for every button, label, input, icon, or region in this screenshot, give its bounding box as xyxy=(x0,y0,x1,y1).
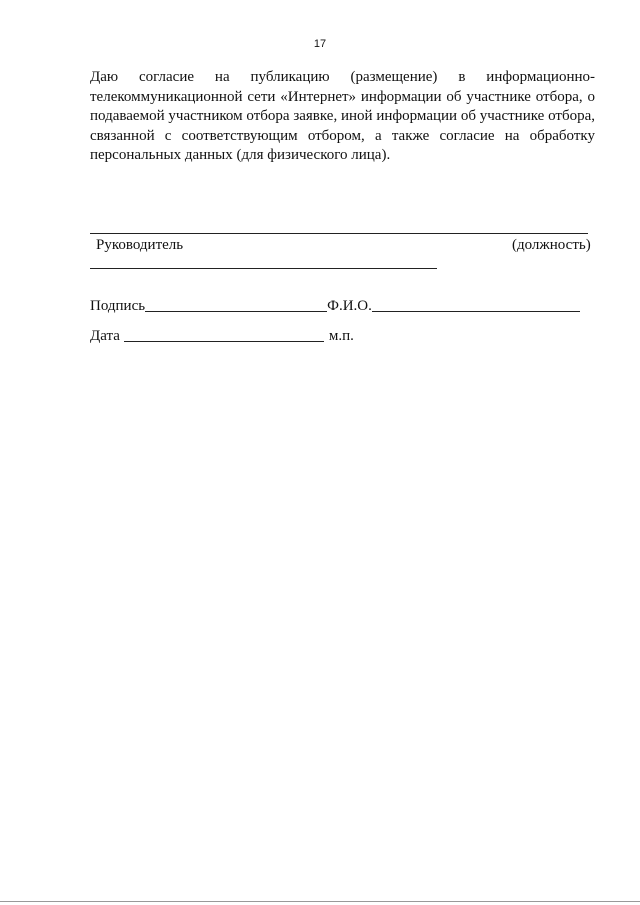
date-blank xyxy=(124,327,324,342)
fio-label: Ф.И.О. xyxy=(327,298,372,314)
page-bottom-edge xyxy=(0,901,640,902)
signature-row xyxy=(90,297,595,315)
organization-name-line xyxy=(90,233,588,234)
stamp-label: м.п. xyxy=(328,328,354,344)
date-row xyxy=(90,327,595,345)
head-label: Руководитель xyxy=(96,237,184,253)
signature-blank xyxy=(145,297,327,312)
fio-blank xyxy=(372,297,580,312)
position-label: (должность) xyxy=(512,237,591,253)
consent-paragraph: Даю согласие на публикацию (размещение) в информационно-телекоммуникационной сети «Интернет» информации об участнике отбора, о подаваемой участником отбора заявке, иной информации об участнике отбора, связанной с соответствующим отбором, а также согласие на обработку персональных данных (для физического лица). xyxy=(90,69,595,163)
signature-label: Подпись xyxy=(90,298,146,314)
date-label: Дата xyxy=(90,328,120,344)
head-name-line xyxy=(90,268,437,269)
page-number: 17 xyxy=(313,38,327,50)
